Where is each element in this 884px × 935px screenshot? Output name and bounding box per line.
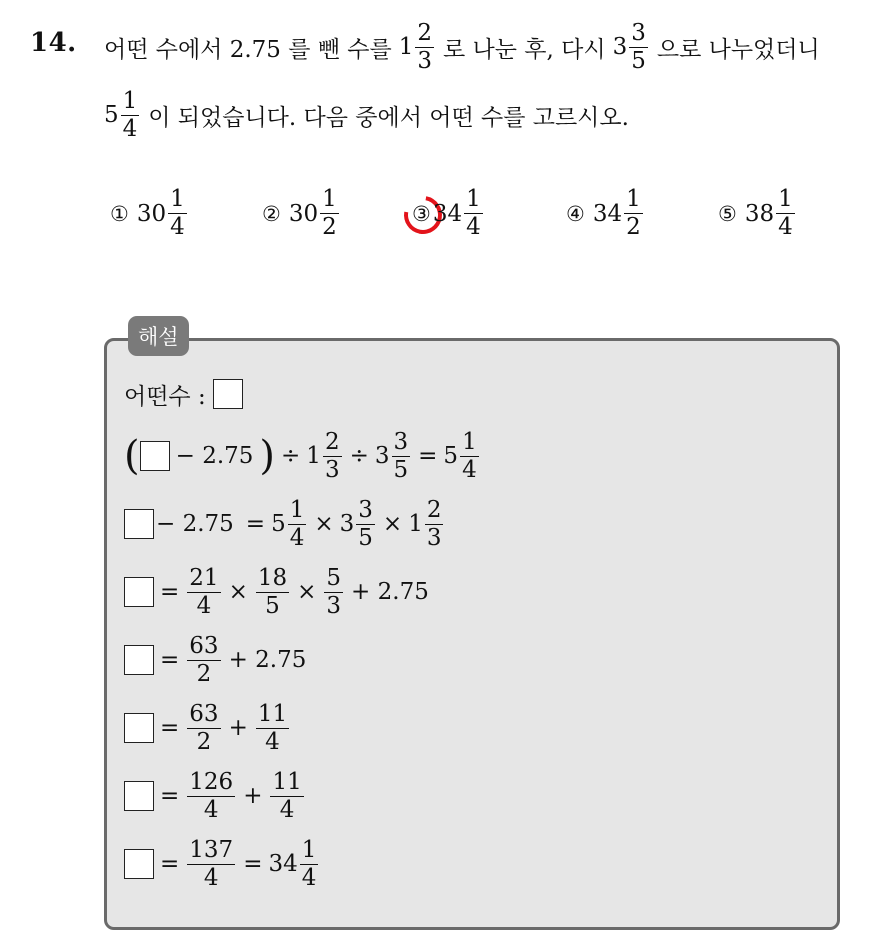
question-text: 어떤 수에서 2.75 를 뺀 수를	[104, 36, 392, 63]
equation-2: − 2.75 = 5 $\frac{1}{4}$ × 3 $\frac{3}{5}$ × 1 $\frac{2}{3}$	[124, 494, 445, 554]
question-number: 14.	[30, 28, 77, 58]
mixed-number: 3 $\frac{3}{5}$	[612, 19, 646, 74]
choice-2[interactable]: ② 30 $\frac{1}{2}$	[262, 186, 337, 240]
equation-1: ( − 2.75 ) ÷ 1 $\frac{2}{3}$ ÷ 3 $\frac{3}{5}$ = 5 $\frac{1}{4}$	[124, 428, 477, 483]
choice-3[interactable]: ③ 34 $\frac{1}{4}$	[412, 186, 481, 240]
unknown-box	[124, 577, 154, 607]
unknown-box	[124, 645, 154, 675]
equation-3: = $\frac{21}{4}$ × $\frac{18}{5}$ × $\frac{5}{3}$ + 2.75	[124, 562, 435, 622]
mixed-number: 1 $\frac{2}{3}$	[398, 19, 433, 74]
unknown-box	[140, 441, 170, 471]
unknown-box	[124, 849, 154, 879]
solution-intro: 어떤수 :	[124, 374, 243, 414]
unknown-box	[124, 713, 154, 743]
unknown-box	[213, 379, 243, 409]
equation-6: = $\frac{126}{4}$ + $\frac{11}{4}$	[124, 766, 306, 826]
question-line-2	[104, 84, 629, 146]
equation-4: = $\frac{63}{2}$ + 2.75	[124, 630, 312, 690]
unknown-box	[124, 781, 154, 811]
choice-1[interactable]: ① 30 $\frac{1}{4}$	[110, 186, 185, 240]
solution-tag: 해설	[128, 316, 189, 356]
question-text: 이 되었습니다. 다음 중에서 어떤 수를 고르시오.	[148, 104, 629, 131]
question-text: 로 나눈 후, 다시	[443, 36, 606, 63]
question-line-1	[104, 16, 820, 78]
choice-5[interactable]: ⑤ 38 $\frac{1}{4}$	[718, 186, 793, 240]
choice-4[interactable]: ④ 34 $\frac{1}{2}$	[566, 186, 641, 240]
mixed-number: 5 $\frac{1}{4}$	[104, 87, 138, 142]
unknown-box	[124, 509, 154, 539]
question-text: 으로 나누었더니	[656, 36, 820, 63]
equation-5: = $\frac{63}{2}$ + $\frac{11}{4}$	[124, 698, 291, 758]
equation-7: = $\frac{137}{4}$ = 34 $\frac{1}{4}$	[124, 834, 320, 894]
